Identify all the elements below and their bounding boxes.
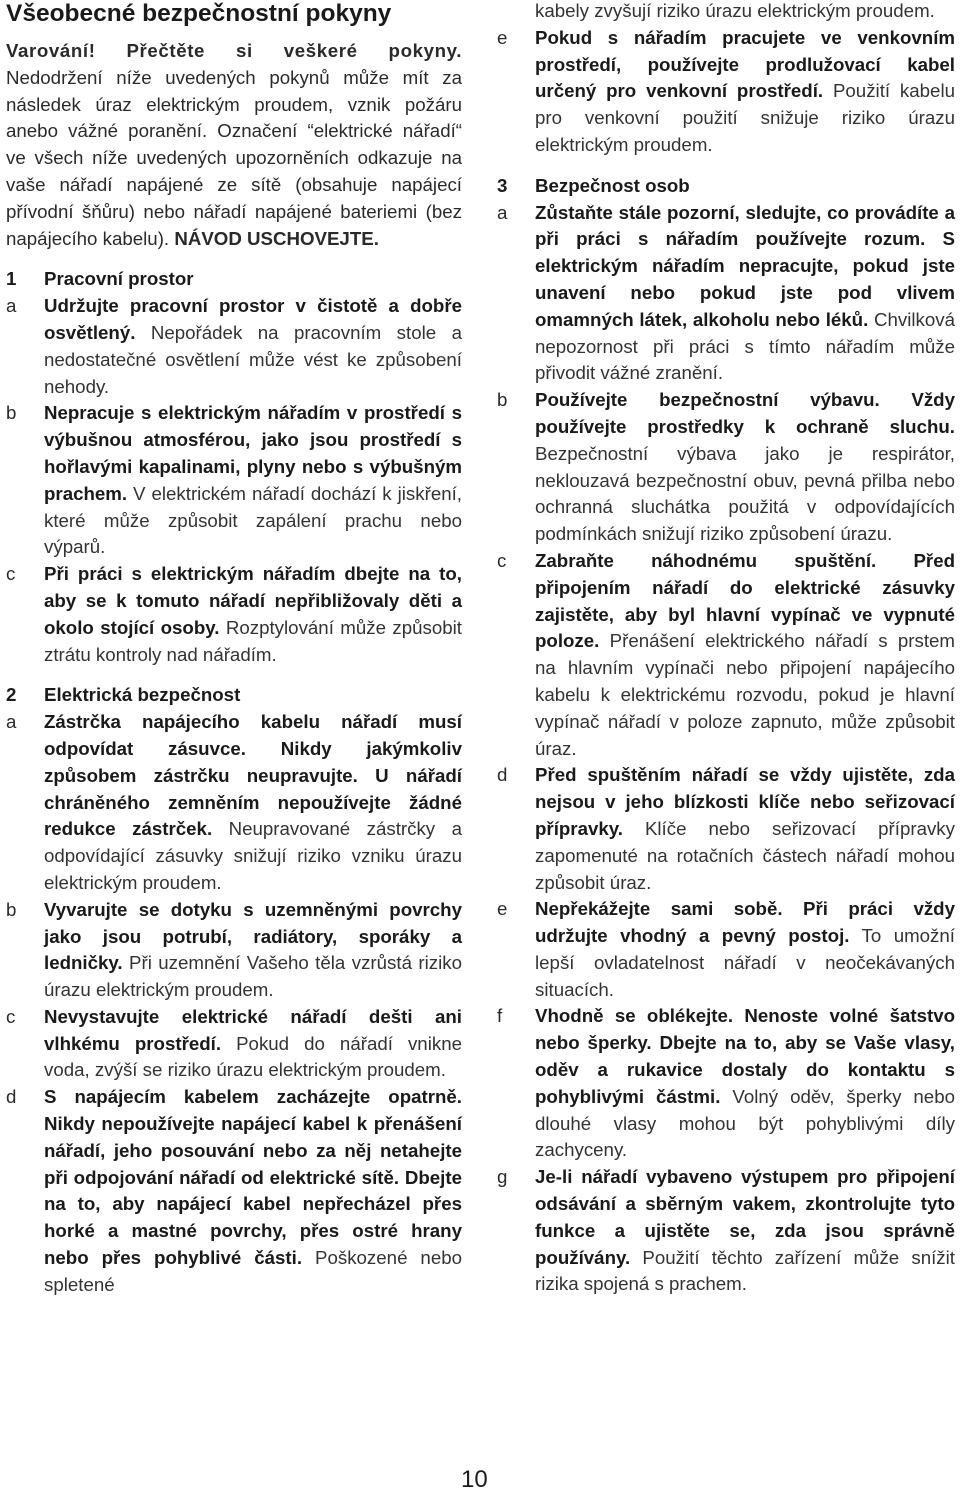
section-heading [6,266,462,293]
item-text: To umožní lepší ovladatelnost nářadí v neočekávaných situacích. [535,925,955,1000]
continued-text: kabely zvyšují riziko úrazu elektrickým proudem. [535,0,935,21]
item-body [535,762,955,896]
item-label: d [497,764,508,786]
section-title: Elektrická bezpečnost [44,684,241,706]
item-bold-text: Před spuštěním nářadí se vždy ujistěte, zda nejsou v jeho blízkosti klíče nebo seřizovací přípravky. [535,764,955,839]
list-item [497,762,955,896]
item-body [44,709,462,897]
section-heading [6,682,462,709]
item-body [535,1003,955,1164]
item-text: Nepořádek na pracovním stole a nedostatečné osvětlení může vést ke způsobení nehody. [44,321,462,397]
item-bold-text: Zástrčka napájecího kabelu nářadí musí odpovídat zásuvce. Nikdy jakýmkoliv způsobem zástrčku neupravujte. U nářadí chráněného zemněním nepoužívejte žádné redukce zástrček. [44,711,462,840]
item-text: Rozptylování může způsobit ztrátu kontroly nad nářadím. [44,616,462,665]
item-label: g [497,1166,508,1188]
item-text: Poškozené nebo spletené [44,1247,462,1295]
item-bold-text: S napájecím kabelem zacházejte opatrně. Nikdy nepoužívejte napájecí kabel k přenášení nářadí, jeho posouvání nebo za něj netahejte při odpojování nářadí od elektrické sítě. Dbejte na to, aby napájecí kabel nepřecházel přes horké a mastné povrchy, přes ostré hrany nebo přes pohyblivé části. [44,1086,462,1269]
list-item [497,200,955,388]
list-item [6,1084,462,1298]
item-label: a [6,295,17,317]
section-title: Pracovní prostor [44,268,194,290]
item-bold-text: Při práci s elektrickým nářadím dbejte na to, aby se k tomuto nářadí nepřibližovaly děti a okolo stojící osoby. [44,563,462,638]
item-label: b [6,402,17,424]
list-item [6,400,462,561]
section-title: Bezpečnost osob [535,174,690,196]
item-label: e [497,26,508,48]
item-bold-text: Je-li nářadí vybaveno výstupem pro připojení odsávání a sběrným vakem, zkontrolujte tyto funkce a ujistěte se, zda jsou správně používány. [535,1166,955,1268]
item-bold-text: Používejte bezpečnostní výbavu. Vždy používejte prostředky k ochraně sluchu. [535,389,955,437]
section-number: 1 [6,268,17,290]
item-label: e [497,898,508,920]
section-heading [497,173,955,200]
item-body [535,548,955,762]
section-number: 3 [497,174,508,196]
list-item [6,897,462,1004]
item-bold-text: Udržujte pracovní prostor v čistotě a dobře osvětlený. [44,295,462,343]
item-text: Pokud do nářadí vnikne voda, zvýší se riziko úrazu elektrickým proudem. [44,1032,462,1081]
item-body [535,200,955,388]
item-label: a [6,711,17,733]
item-bold-text: Vyvarujte se dotyku s uzemněnými povrchy jako jsou potrubí, radiátory, sporáky a ledničky. [44,898,462,974]
list-item [6,293,462,400]
item-text: Použití těchto zařízení může snížit rizika spojená s prachem. [535,1246,955,1295]
section-3 [497,173,955,1298]
list-item [497,1003,955,1164]
item-text: Klíče nebo seřizovací přípravky zapomenuté na rotačních částech nářadí mohou způsobit úraz. [535,817,955,893]
item-text: Neupravované zástrčky a odpovídající zásuvky snižují riziko vzniku úrazu elektrickým proudem. [44,818,462,893]
list-item [6,561,462,668]
list-item [497,25,955,159]
right-column [497,0,955,1298]
section-2 [6,682,462,1298]
item-body [44,293,462,400]
item-bold-text: Nepracuje s elektrickým nářadím v prostředí s výbušnou atmosférou, jako jsou prostředí s hořlavými kapalinami, plyny nebo s výbušným prachem. [44,402,462,504]
item-label: b [6,898,17,920]
item-bold-text: Nevystavujte elektrické nářadí dešti ani vlhkému prostředí. [44,1005,462,1054]
intro-text: Nedodržení níže uvedených pokynů může mít za následek úraz elektrickým proudem, vznik požáru anebo vážné poranění. Označení “elektrické nářadí“ ve všech níže uvedených upozorněních odkazuje na vaše nářadí napájené ze sítě (obsahuje napájecí přívodní šňůru) nebo nářadí napájené bateriemi (bez napájecího kabelu). [6,66,462,249]
item-bold-text: Zabraňte náhodnému spuštění. Před připojením nářadí do elektrické zásuvky zajistěte, aby byl hlavní vypínač ve vypnuté poloze. [535,549,955,652]
intro-paragraph [6,38,462,252]
item-label: a [497,201,508,223]
list-item [497,548,955,762]
page-title: Všeobecné bezpečnostní pokyny [6,0,392,27]
list-item [6,709,462,897]
item-body [535,1164,955,1298]
item-label: c [497,549,507,571]
item-bold-text: Zůstaňte stále pozorní, sledujte, co provádíte a při práci s nářadím používejte rozum. S elektrickým nářadím nepracujte, pokud jste unavení nebo pokud jste pod vlivem omamných látek, alkoholu nebo léků. [535,201,955,330]
item-text: Chvilková nepozornost při práci s tímto nářadím může přivodit vážné zranění. [535,308,956,384]
item-body [535,387,955,548]
left-column [6,0,462,1299]
item-label: b [497,389,508,411]
item-text: Přenášení elektrického nářadí s prstem na hlavním vypínači nebo připojení napájecího kabelu k elektrickému rozvodu, pokud je hlavní vypínač nářadí v poloze zapnuto, může způsobit úraz. [535,630,955,759]
item-bold-text: Vhodně se oblékejte. Nenoste volné šatstvo nebo šperky. Dbejte na to, aby se Vaše vlasy, oděv a rukavice dostaly do kontaktu s pohyblivými částmi. [535,1005,955,1107]
list-item [497,387,955,548]
item-text: Volný oděv, šperky nebo dlouhé vlasy mohou být pohyblivými díly zachyceny. [535,1085,955,1161]
item-body [535,896,955,1003]
item-bold-text: Nepřekážejte sami sobě. Při práci vždy udržujte vhodný a pevný postoj. [535,898,955,947]
item-text: Při uzemnění Vašeho těla vzrůstá riziko úrazu elektrickým proudem. [44,952,462,1001]
item-bold-text: Pokud s nářadím pracujete ve venkovním prostředí, používejte prodlužovací kabel určený pro venkovní prostředí. [535,26,955,102]
list-item [6,1004,462,1084]
item-label: c [6,563,16,585]
item-label: f [497,1005,503,1027]
warning-text: Varování! Přečtěte si veškeré pokyny. [6,40,462,61]
item-body [44,897,462,1004]
item-label: c [6,1005,16,1027]
item-body [44,400,462,561]
item-body [44,1004,462,1084]
item-label: d [6,1086,17,1108]
item-body [44,1084,462,1298]
item-text: Použití kabelu pro venkovní použití snižuje riziko úrazu elektrickým proudem. [535,80,955,155]
page-number: 10 [461,1466,488,1493]
keep-instructions: NÁVOD USCHOVEJTE. [174,227,379,249]
section-number: 2 [6,684,17,706]
item-text: V elektrickém nářadí dochází k jiskření, které může způsobit zapálení prachu nebo výparů. [44,482,462,558]
list-item [497,896,955,1003]
list-item [497,1164,955,1298]
item-body [535,25,955,159]
item-body [44,561,462,668]
section-1 [6,266,462,668]
item-text: Bezpečnostní výbava jako je respirátor, neklouzavá bezpečnostní obuv, pevná přilba nebo ochranná sluchátka použitá v odpovídajících podmínkách snižují riziko způsobení úrazu. [535,442,955,545]
